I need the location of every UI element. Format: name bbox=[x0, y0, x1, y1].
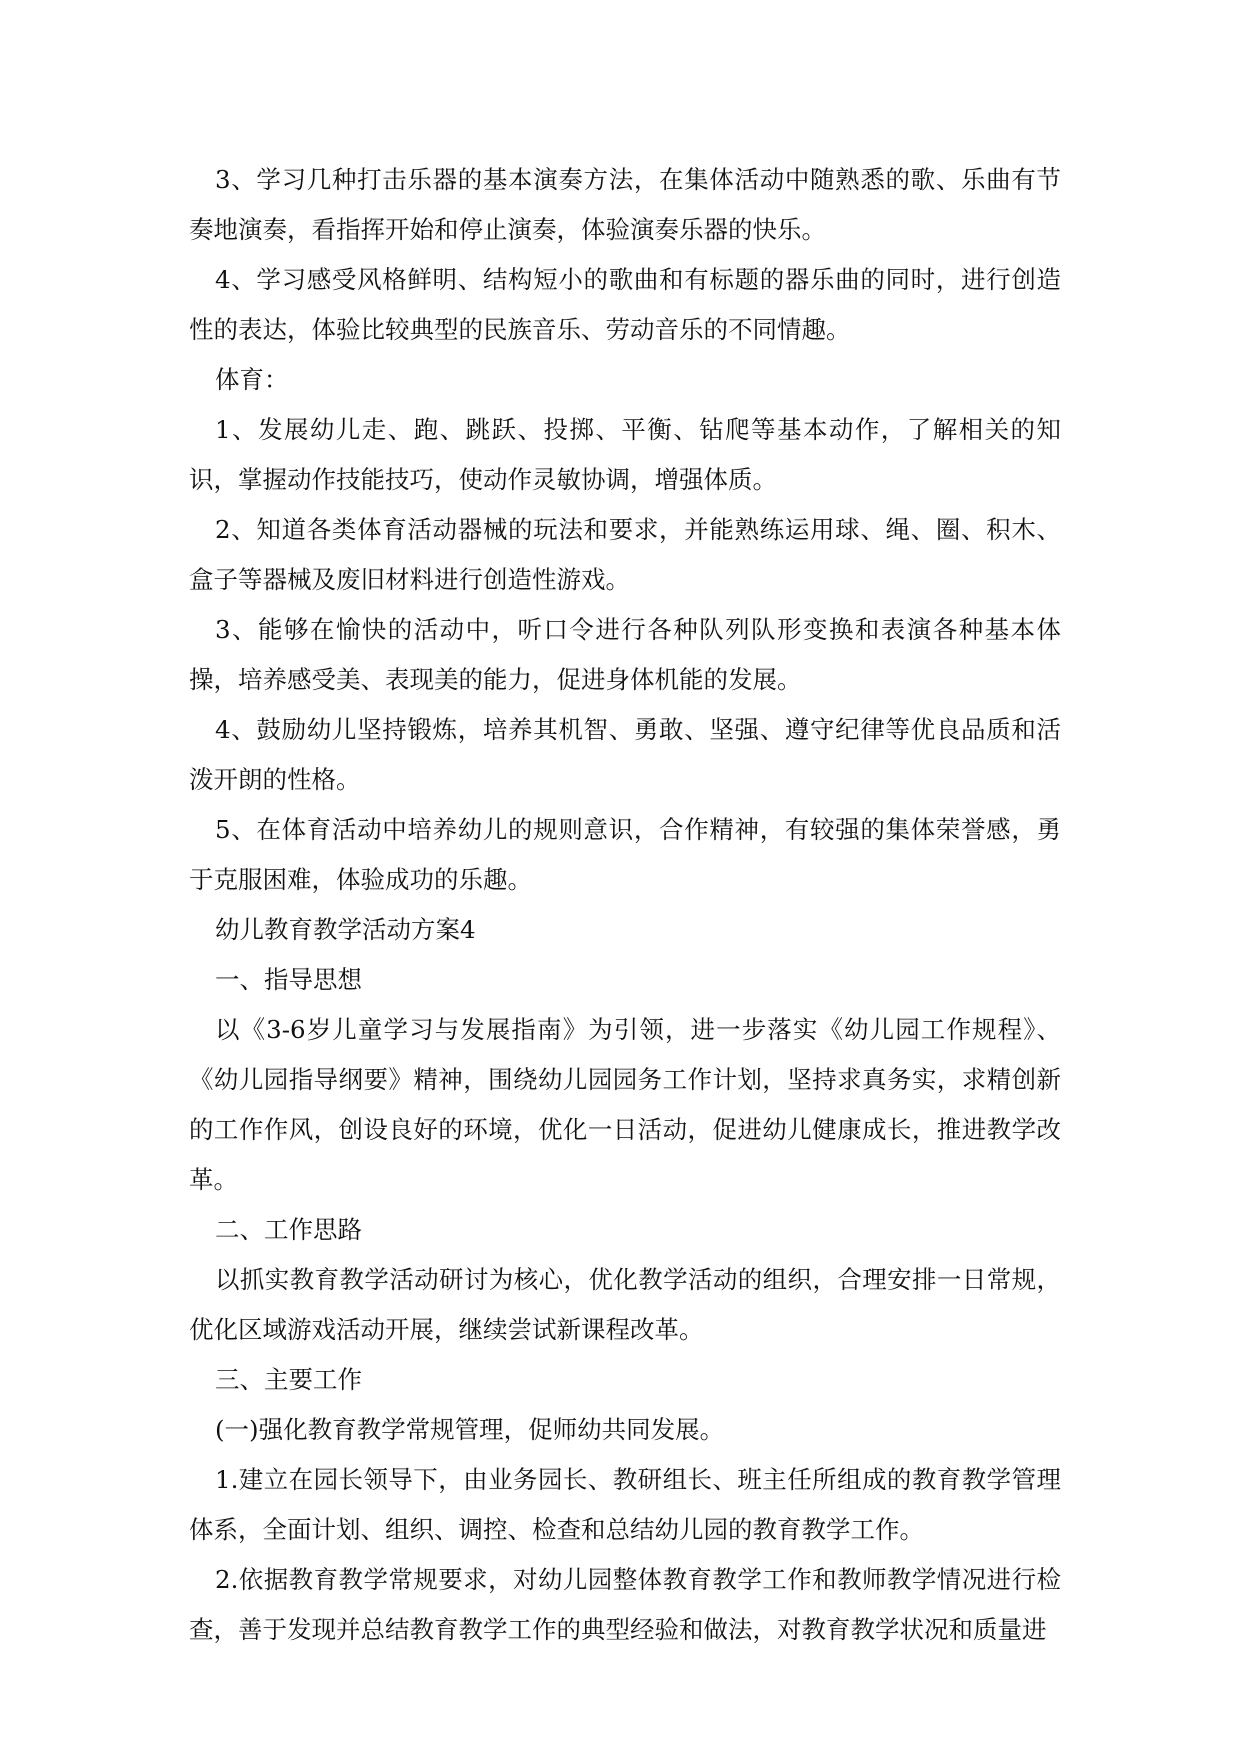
plan-title: 幼儿教育教学活动方案4 bbox=[215, 915, 476, 944]
heading-work-approach: 二、工作思路 bbox=[215, 1215, 362, 1244]
heading-main-work: 三、主要工作 bbox=[215, 1365, 362, 1394]
paragraph-music-3: 3、学习几种打击乐器的基本演奏方法，在集体活动中随熟悉的歌、乐曲有节奏地演奏，看指挥开始和停止演奏，体验演奏乐器的快乐。 bbox=[189, 165, 1061, 244]
paragraph-work-approach: 以抓实教育教学活动研讨为核心，优化教学活动的组织，合理安排一日常规，优化区域游戏活动开展，继续尝试新课程改革。 bbox=[189, 1265, 1061, 1344]
paragraph-guiding-ideology: 以《3-6岁儿童学习与发展指南》为引领，进一步落实《幼儿园工作规程》、《幼儿园指导纲要》精神，围绕幼儿园园务工作计划，坚持求真务实，求精创新的工作作风，创设良好的环境，优化一日活动，促进幼儿健康成长，推进教学改革。 bbox=[189, 1015, 1061, 1194]
paragraph-main-work-1: 1.建立在园长领导下，由业务园长、教研组长、班主任所组成的教育教学管理体系，全面计划、组织、调控、检查和总结幼儿园的教育教学工作。 bbox=[189, 1465, 1061, 1544]
paragraph-pe-5: 5、在体育活动中培养幼儿的规则意识，合作精神，有较强的集体荣誉感，勇于克服困难，体验成功的乐趣。 bbox=[189, 815, 1061, 894]
document-page bbox=[189, 155, 1061, 1655]
heading-guiding-ideology: 一、指导思想 bbox=[215, 965, 362, 994]
paragraph-pe-2: 2、知道各类体育活动器械的玩法和要求，并能熟练运用球、绳、圈、积木、盒子等器械及废旧材料进行创造性游戏。 bbox=[189, 515, 1061, 594]
paragraph-pe-1: 1、发展幼儿走、跑、跳跃、投掷、平衡、钻爬等基本动作，了解相关的知识，掌握动作技能技巧，使动作灵敏协调，增强体质。 bbox=[189, 415, 1061, 494]
paragraph-main-work-2: 2.依据教育教学常规要求，对幼儿园整体教育教学工作和教师教学情况进行检查，善于发现并总结教育教学工作的典型经验和做法，对教育教学状况和质量进 bbox=[189, 1565, 1061, 1644]
paragraph-pe-4: 4、鼓励幼儿坚持锻炼，培养其机智、勇敢、坚强、遵守纪律等优良品质和活泼开朗的性格。 bbox=[189, 715, 1061, 794]
paragraph-pe-3: 3、能够在愉快的活动中，听口令进行各种队列队形变换和表演各种基本体操，培养感受美、表现美的能力，促进身体机能的发展。 bbox=[189, 615, 1061, 694]
paragraph-music-4: 4、学习感受风格鲜明、结构短小的歌曲和有标题的器乐曲的同时，进行创造性的表达，体验比较典型的民族音乐、劳动音乐的不同情趣。 bbox=[189, 265, 1061, 344]
subheading-routine-management: (一)强化教育教学常规管理，促师幼共同发展。 bbox=[215, 1415, 725, 1444]
section-heading-pe: 体育： bbox=[215, 365, 289, 394]
